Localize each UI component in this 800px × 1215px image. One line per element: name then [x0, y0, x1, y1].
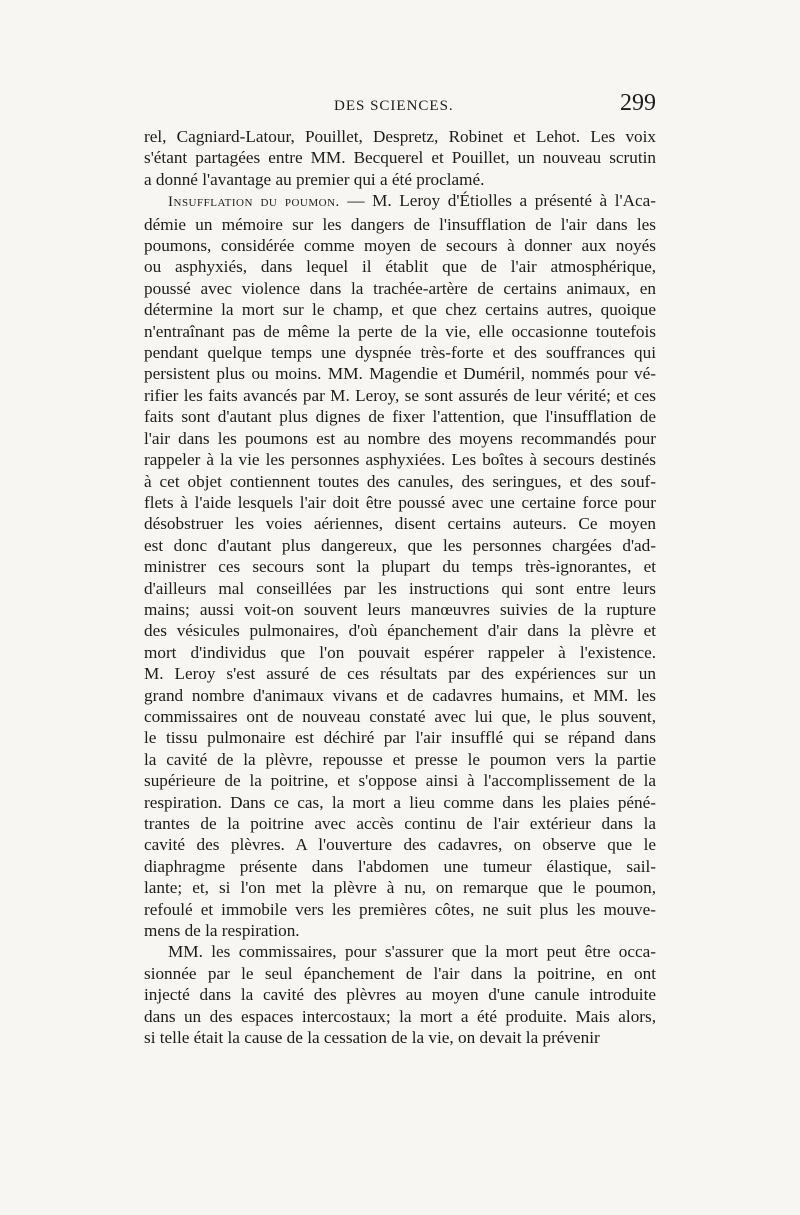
text-line: poumons, considérée comme moyen de secours à donner aux noyés — [144, 236, 656, 256]
text-line: a donné l'avantage au premier qui a été proclamé. — [144, 169, 485, 189]
text-line: si telle était la cause de la cessation de la vie, on devait la prévenir — [144, 1028, 600, 1048]
text-line: rappeler à la vie les personnes asphyxiées. Les boîtes à secours destinés — [144, 450, 656, 470]
page-number: 299 — [620, 90, 656, 116]
text-line: M. Leroy s'est assuré de ces résultats par des expériences sur un — [144, 664, 656, 684]
text-line: l'air dans les poumons est au nombre des moyens recommandés pour — [144, 428, 656, 448]
text-line: est donc d'autant plus dangereux, que les personnes chargées d'ad- — [144, 535, 656, 555]
text-line: n'entraînant pas de même la perte de la vie, elle occasionne toutefois — [144, 321, 656, 341]
text-line: injecté dans la cavité des plèvres au moyen d'une canule introduite — [144, 985, 656, 1005]
body-text — [144, 126, 656, 1048]
text-line: respiration. Dans ce cas, la mort a lieu comme dans les plaies péné- — [144, 792, 656, 812]
text-line: s'étant partagées entre MM. Becquerel et Pouillet, un nouveau scrutin — [144, 148, 656, 168]
running-head: DES SCIENCES. — [334, 98, 454, 114]
text-line: sionnée par le seul épanchement de l'air dans la poitrine, en ont — [144, 963, 656, 983]
text-line: d'ailleurs mal conseillées par les instructions qui sont entre leurs — [144, 578, 656, 598]
text-line: flets à l'aide lesquels l'air doit être poussé avec une certaine force pour — [144, 492, 656, 512]
text-line: désobstruer les voies aériennes, disent certains auteurs. Ce moyen — [144, 514, 656, 534]
text-line: mort d'individus que l'on pouvait espérer rappeler à l'existence. — [144, 642, 656, 662]
text-line: le tissu pulmonaire est déchiré par l'air insufflé qui se répand dans — [144, 728, 656, 748]
text-line: MM. les commissaires, pour s'assurer que la mort peut être occa- — [168, 942, 656, 962]
text-line: ministrer ces secours sont la plupart du temps très-ignorantes, et — [144, 557, 656, 577]
text-line: trantes de la poitrine avec accès continu de l'air extérieur dans la — [144, 814, 656, 833]
text-line: pendant quelque temps une dyspnée très-forte et des souffrances qui — [144, 343, 656, 363]
text-line: supérieure de la poitrine, et s'oppose ainsi à l'accomplissement de la — [144, 771, 656, 791]
text-line: rifier les faits avancés par M. Leroy, se sont assurés de leur vérité; et ces — [144, 385, 656, 405]
text-line: dans un des espaces intercostaux; la mort a été produite. Mais alors, — [144, 1006, 656, 1026]
text-line: mains; aussi voit-on souvent leurs manœuvres suivies de la rupture — [144, 599, 656, 619]
text-line: lante; et, si l'on met la plèvre à nu, on remarque que le poumon, — [144, 878, 656, 898]
text-line: refoulé et immobile vers les premières côtes, ne suit plus les mouve- — [144, 899, 656, 919]
text-line: à cet objet contiennent toutes des canules, des seringues, et des souf- — [144, 471, 656, 491]
text-line: la cavité de la plèvre, repousse et presse le poumon vers la partie — [144, 749, 656, 769]
text-line: des vésicules pulmonaires, d'où épanchement d'air dans la plèvre et — [144, 621, 656, 641]
text-line: Insufflation du poumon. — M. Leroy d'Étiolles a présenté à l'Aca- — [168, 191, 656, 211]
text-line: mens de la respiration. — [144, 921, 300, 941]
text-line: ou asphyxiés, dans lequel il établit que de l'air atmosphérique, — [144, 257, 656, 277]
text-line: commissaires ont de nouveau constaté avec lui que, le plus souvent, — [144, 706, 656, 726]
text-line: persistent plus ou moins. MM. Magendie et Duméril, nommés pour vé- — [144, 364, 656, 384]
text-line: détermine la mort sur le champ, et que chez certains autres, quoique — [144, 300, 656, 320]
text-line: cavité des plèvres. A l'ouverture des cadavres, on observe que le — [144, 835, 656, 855]
text-line: diaphragme présente dans l'abdomen une tumeur élastique, sail- — [144, 856, 656, 876]
text-line: démie un mémoire sur les dangers de l'insufflation de l'air dans les — [144, 214, 656, 234]
page-header — [144, 90, 656, 120]
text-line: rel, Cagniard-Latour, Pouillet, Despretz, Robinet et Lehot. Les voix — [144, 127, 656, 146]
text-line: grand nombre d'animaux vivans et de cadavres humains, et MM. les — [144, 685, 656, 705]
text-line: faits sont d'autant plus dignes de fixer l'attention, que l'insufflation de — [144, 407, 656, 427]
text-line: poussé avec violence dans la trachée-artère de certains animaux, en — [144, 278, 656, 298]
